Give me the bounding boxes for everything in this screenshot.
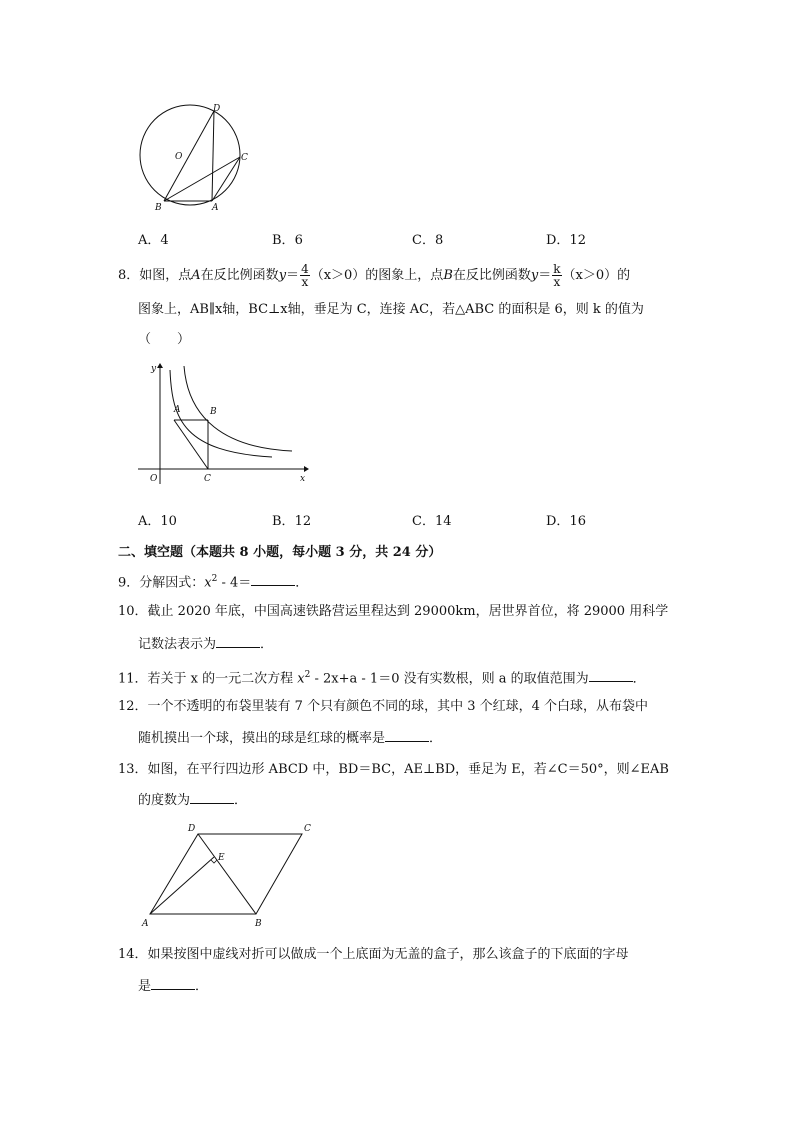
label-x: x — [300, 474, 306, 484]
parallelogram-abcd — [150, 834, 302, 914]
q8-option-d: D．16 — [546, 514, 586, 529]
label-e: E — [218, 853, 225, 863]
q7-option-c: C．8 — [412, 233, 444, 248]
label-d: D — [213, 104, 221, 114]
right-angle-mark — [211, 860, 217, 863]
label-b: B — [210, 407, 217, 417]
segment-ca — [212, 157, 240, 201]
q12-answer-blank[interactable] — [385, 729, 429, 742]
q13-figure — [138, 818, 324, 934]
q7-option-a: A．4 — [138, 233, 169, 248]
curve-y-k-over-x — [184, 366, 292, 451]
label-o: O — [150, 474, 158, 484]
q12-line1: 12．一个不透明的布袋里装有 7 个只有颜色不同的球，其中 3 个红球，4 个白球，从布袋中 — [118, 699, 649, 714]
label-c: C — [304, 824, 311, 834]
label-o: O — [175, 152, 183, 162]
label-a: A — [174, 405, 181, 415]
label-a: A — [142, 919, 149, 929]
q7-figure — [132, 102, 256, 214]
q10-line1: 10．截止 2020 年底，中国高速铁路营运里程达到 29000km，居世界首位，将 29000 用科学 — [118, 604, 669, 619]
q13-answer-blank[interactable] — [190, 791, 234, 804]
segment-da — [212, 111, 214, 201]
q10-answer-blank[interactable] — [216, 635, 260, 648]
section-2-heading: 二、填空题（本题共 8 小题，每小题 3 分，共 24 分） — [118, 545, 442, 560]
q11: 11．若关于 x 的一元二次方程 $x^2 - 2x+a - 1=0$ 没有实数根，则 a 的取值范围为 ． — [118, 670, 646, 687]
q8-line3: （ ） — [138, 332, 191, 347]
q8-option-a: A．10 — [138, 514, 177, 529]
segment-bd — [164, 111, 214, 201]
label-b: B — [255, 919, 262, 929]
label-a: A — [212, 203, 219, 213]
q8-fraction-4-over-x: $\frac{4}{x}$ — [301, 262, 309, 289]
segment-bd — [198, 834, 256, 914]
y-axis-arrow — [157, 363, 163, 368]
label-d: D — [188, 824, 196, 834]
q7-option-d: D．12 — [546, 233, 586, 248]
q9: 9．分解因式：$x^2 - 4=$ ． — [118, 574, 309, 591]
q14-line1: 14．如果按图中虚线对折可以做成一个上底面为无盖的盒子，那么该盒子的下底面的字母 — [118, 947, 629, 962]
q8-option-c: C．14 — [412, 514, 452, 529]
segment-ae — [150, 857, 214, 914]
q14-line2: 是 ． — [138, 979, 209, 994]
q8-line1: 8．如图，点A在反比例函数y＝ $\frac{4}{x}$ （x＞0）的图象上，点B在反比例函数y＝ $\frac{k}{x}$ （x＞0）的 — [118, 262, 631, 289]
label-c: C — [204, 474, 211, 484]
q7-option-b: B．6 — [272, 233, 303, 248]
x-axis-arrow — [304, 466, 309, 472]
label-y: y — [151, 364, 157, 374]
q8-option-b: B．12 — [272, 514, 312, 529]
label-b: B — [155, 203, 162, 213]
q9-answer-blank[interactable] — [251, 573, 295, 586]
q13-line1: 13．如图，在平行四边形 ABCD 中，BD＝BC，AE⊥BD，垂足为 E，若∠C＝50°，则∠EAB — [118, 762, 669, 777]
q10-line2: 记数法表示为 ． — [138, 637, 274, 652]
q12-line2: 随机摸出一个球，摸出的球是红球的概率是 ． — [138, 731, 443, 746]
curve-y-4-over-x — [170, 370, 272, 457]
q11-answer-blank[interactable] — [589, 669, 633, 682]
q14-answer-blank[interactable] — [151, 977, 195, 990]
q13-line2: 的度数为 ． — [138, 793, 248, 808]
q8-fraction-k-over-x: $\frac{k}{x}$ — [553, 262, 561, 289]
q8-line2: 图象上，AB∥x轴，BC⊥x轴，垂足为 C，连接 AC，若△ABC 的面积是 6，则 k 的值为 — [138, 302, 644, 317]
q8-figure — [134, 360, 310, 486]
segment-bc — [164, 157, 240, 201]
segment-ac — [174, 420, 208, 469]
label-c: C — [241, 153, 248, 163]
